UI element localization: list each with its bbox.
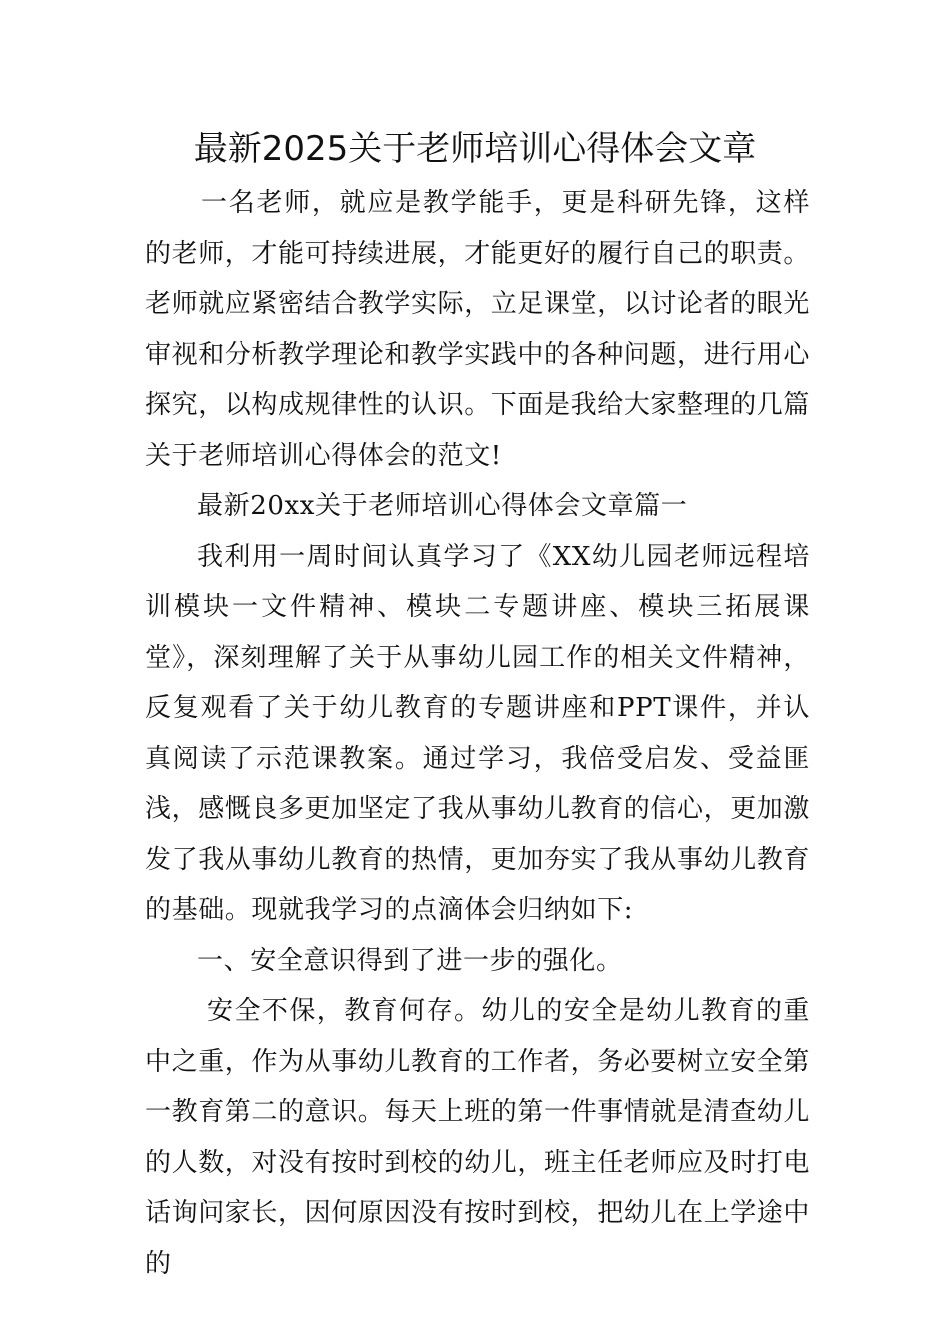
paragraph-point-one-heading: 一、安全意识得到了进一步的强化。 <box>197 945 623 976</box>
document-body <box>145 178 810 1289</box>
paragraph-study-summary: 我利用一周时间认真学习了《XX幼儿园老师远程培训模块一文件精神、模块二专题讲座、模块三拓展课堂》，深刻理解了关于从事幼儿园工作的相关文件精神，反复观看了关于幼儿教育的专题讲座和PPT课件，并认真阅读了示范课教案。通过学习，我倍受启发、受益匪浅，感慨良多更加坚定了我从事幼儿教育的信心，更加激发了我从事幼儿教育的热情，更加夯实了我从事幼儿教育的基础。现就我学习的点滴体会归纳如下: <box>145 541 811 925</box>
document-title: 最新2025关于老师培训心得体会文章 <box>193 129 757 169</box>
paragraph-section-heading: 最新20xx关于老师培训心得体会文章篇一 <box>197 491 688 521</box>
paragraph-safety: 安全不保，教育何存。幼儿的安全是幼儿教育的重中之重，作为从事幼儿教育的工作者，务必要树立安全第一教育第二的意识。每天上班的第一件事情就是清查幼儿的人数，对没有按时到校的幼儿，班主任老师应及时打电话询问家长，因何原因没有按时到校，把幼儿在上学途中的 <box>145 996 811 1279</box>
paragraph-intro: 一名老师，就应是教学能手，更是科研先锋，这样的老师，才能可持续进展，才能更好的履行自己的职责。老师就应紧密结合教学实际，立足课堂，以讨论者的眼光审视和分析教学理论和教学实践中的各种问题，进行用心探究，以构成规律性的认识。下面是我给大家整理的几篇关于老师培训心得体会的范文! <box>145 188 811 471</box>
